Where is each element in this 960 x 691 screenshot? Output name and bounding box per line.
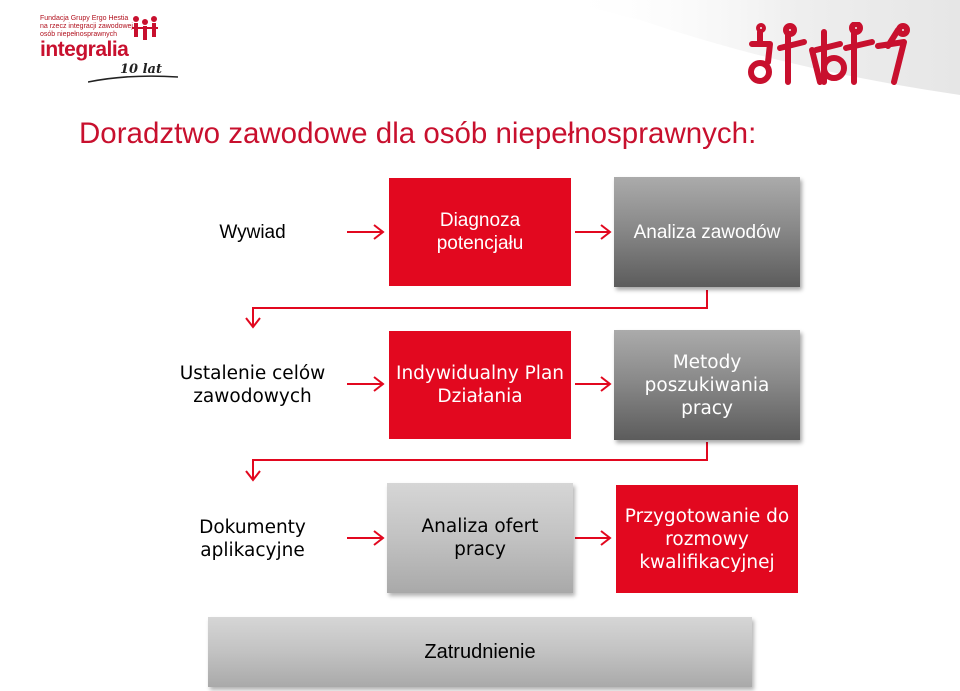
logo-underline-icon <box>88 74 178 84</box>
logo-foundation-line3: osób niepełnosprawnych <box>40 31 118 38</box>
step-interview-preparation <box>616 485 798 593</box>
step-profession-analysis <box>614 177 800 287</box>
logo-tagline: 10 lat <box>120 62 162 77</box>
logo-foundation-line1: Fundacja Grupy Ergo Hestia <box>40 15 129 22</box>
people-figures-logo-icon <box>748 22 912 88</box>
step-individual-plan <box>389 331 571 439</box>
logo-people-icon <box>130 14 170 54</box>
page-title: Doradztwo zawodowe dla osób niepełnosprawnych: <box>79 117 757 150</box>
step-job-search-methods <box>614 330 800 440</box>
step-employment-label: Zatrudnienie <box>424 640 536 663</box>
step-job-offers-analysis-label: Analiza ofert pracy <box>421 516 539 560</box>
step-job-offers-analysis <box>387 483 573 593</box>
logo-foundation-line2: na rzecz integracji zawodowej <box>40 23 133 30</box>
step-interview <box>162 178 343 286</box>
step-interview-preparation-label: Przygotowanie do rozmowy kwalifikacyjnej <box>624 505 790 573</box>
integralia-logo <box>30 12 180 84</box>
step-potential-diagnosis <box>389 178 571 286</box>
logo-wordmark: integralia <box>40 38 129 61</box>
step-profession-analysis-label: Analiza zawodów <box>633 221 781 243</box>
step-employment <box>208 617 752 687</box>
step-application-documents <box>162 485 343 593</box>
step-career-goals-label: Ustalenie celów zawodowych <box>179 363 326 407</box>
step-potential-diagnosis-label: Diagnoza potencjału <box>436 210 524 254</box>
step-application-documents-label: Dokumenty aplikacyjne <box>199 517 306 561</box>
step-individual-plan-label: Indywidualny Plan Działania <box>396 363 564 407</box>
step-job-search-methods-label: Metody poszukiwania pracy <box>644 351 770 419</box>
step-career-goals <box>162 331 343 439</box>
step-interview-label: Wywiad <box>219 221 286 243</box>
